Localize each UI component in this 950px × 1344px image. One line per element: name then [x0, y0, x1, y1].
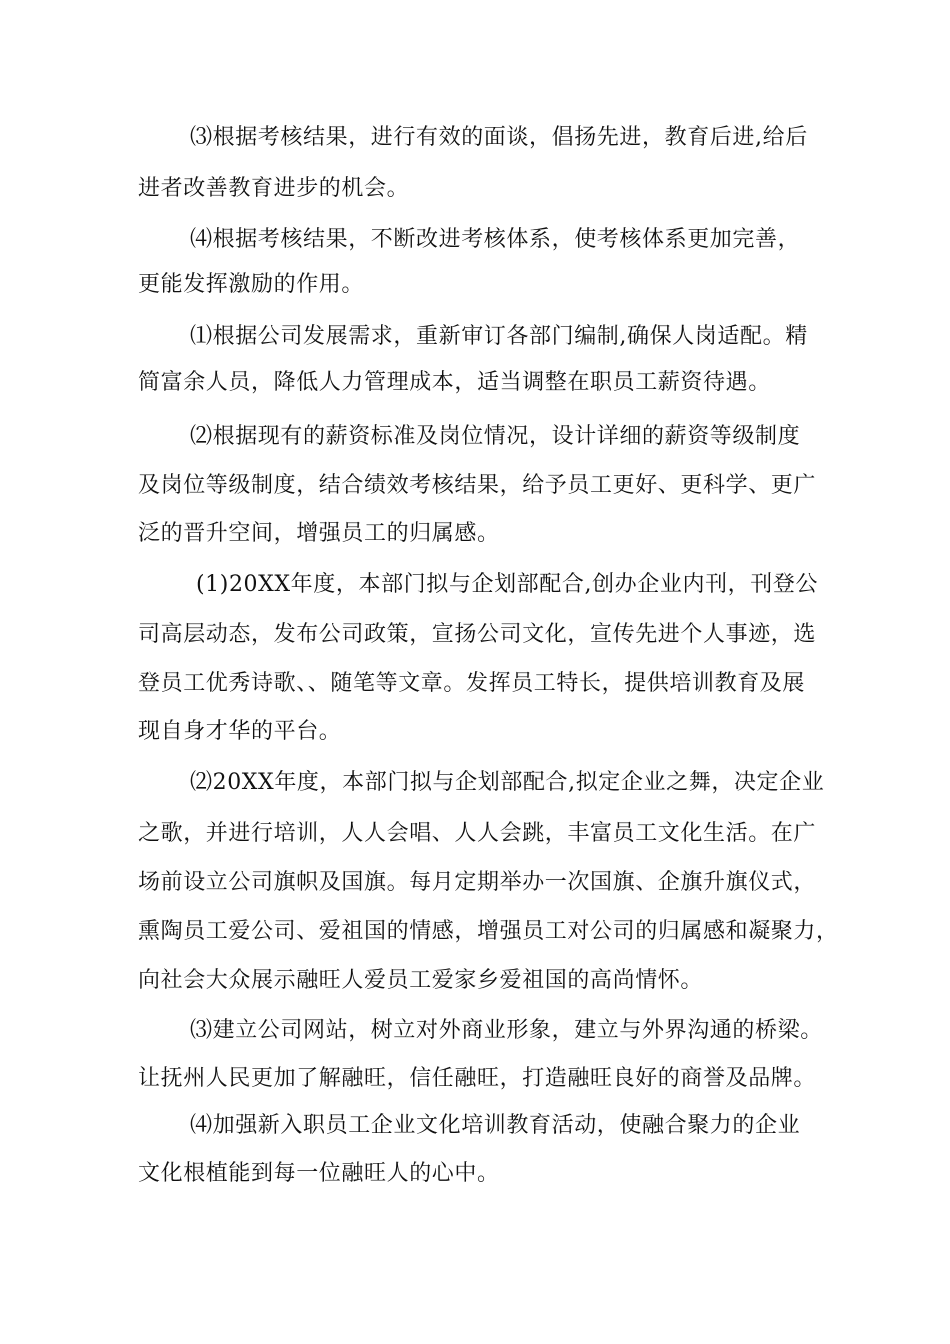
- paragraph-2-line-2: 更能发挥激励的作用。: [138, 272, 365, 297]
- paragraph-5-line-2: 司高层动态，发布公司政策，宣扬公司文化，宣传先进个人事迹，选: [138, 622, 817, 647]
- paragraph-4-line-2: 及岗位等级制度，结合绩效考核结果，给予员工更好、更科学、更广: [138, 473, 817, 498]
- paragraph-4-line-1: ⑵根据现有的薪资标准及岗位情况，设计详细的薪资等级制度: [190, 424, 801, 449]
- paragraph-4-line-3: 泛的晋升空间，增强员工的归属感。: [138, 521, 500, 546]
- paragraph-7-line-2: 让抚州人民更加了解融旺，信任融旺，打造融旺良好的商誉及品牌。: [138, 1066, 817, 1091]
- paragraph-1-line-1: ⑶根据考核结果，进行有效的面谈，倡扬先进，教育后进,给后: [190, 125, 808, 150]
- paragraph-6-line-2: 之歌，并进行培训，人人会唱、人人会跳，丰富员工文化生活。在广: [138, 821, 817, 846]
- paragraph-6-line-4: 熏陶员工爱公司、爱祖国的情感，增强员工对公司的归属感和凝聚力，: [138, 919, 839, 944]
- paragraph-3-line-1: ⑴根据公司发展需求，重新审订各部门编制,确保人岗适配。精: [190, 324, 808, 349]
- paragraph-5-line-4: 现自身才华的平台。: [138, 719, 342, 744]
- paragraph-8-line-2: 文化根植能到每一位融旺人的心中。: [138, 1161, 500, 1186]
- paragraph-6-line-5: 向社会大众展示融旺人爱员工爱家乡爱祖国的高尚情怀。: [138, 968, 704, 993]
- paragraph-5-line-3: 登员工优秀诗歌、、随笔等文章。发挥员工特长，提供培训教育及展: [138, 671, 806, 696]
- paragraph-6-line-3: 场前设立公司旗帜及国旗。每月定期举办一次国旗、企旗升旗仪式，: [138, 870, 817, 895]
- paragraph-3-line-2: 简富余人员，降低人力管理成本，适当调整在职员工薪资待遇。: [138, 370, 771, 395]
- paragraph-8-line-1: ⑷加强新入职员工企业文化培训教育活动，使融合聚力的企业: [190, 1113, 801, 1138]
- paragraph-7-line-1: ⑶建立公司网站，树立对外商业形象，建立与外界沟通的桥梁。: [190, 1018, 823, 1043]
- paragraph-1-line-2: 进者改善教育进步的机会。: [138, 176, 410, 201]
- paragraph-6-line-1: ⑵20XX年度，本部门拟与企划部配合,拟定企业之舞，决定企业: [190, 770, 825, 795]
- paragraph-2-line-1: ⑷根据考核结果，不断改进考核体系，使考核体系更加完善，: [190, 227, 801, 252]
- paragraph-5-line-1: (1)20XX年度，本部门拟与企划部配合,创办企业内刊，刊登公: [196, 572, 819, 597]
